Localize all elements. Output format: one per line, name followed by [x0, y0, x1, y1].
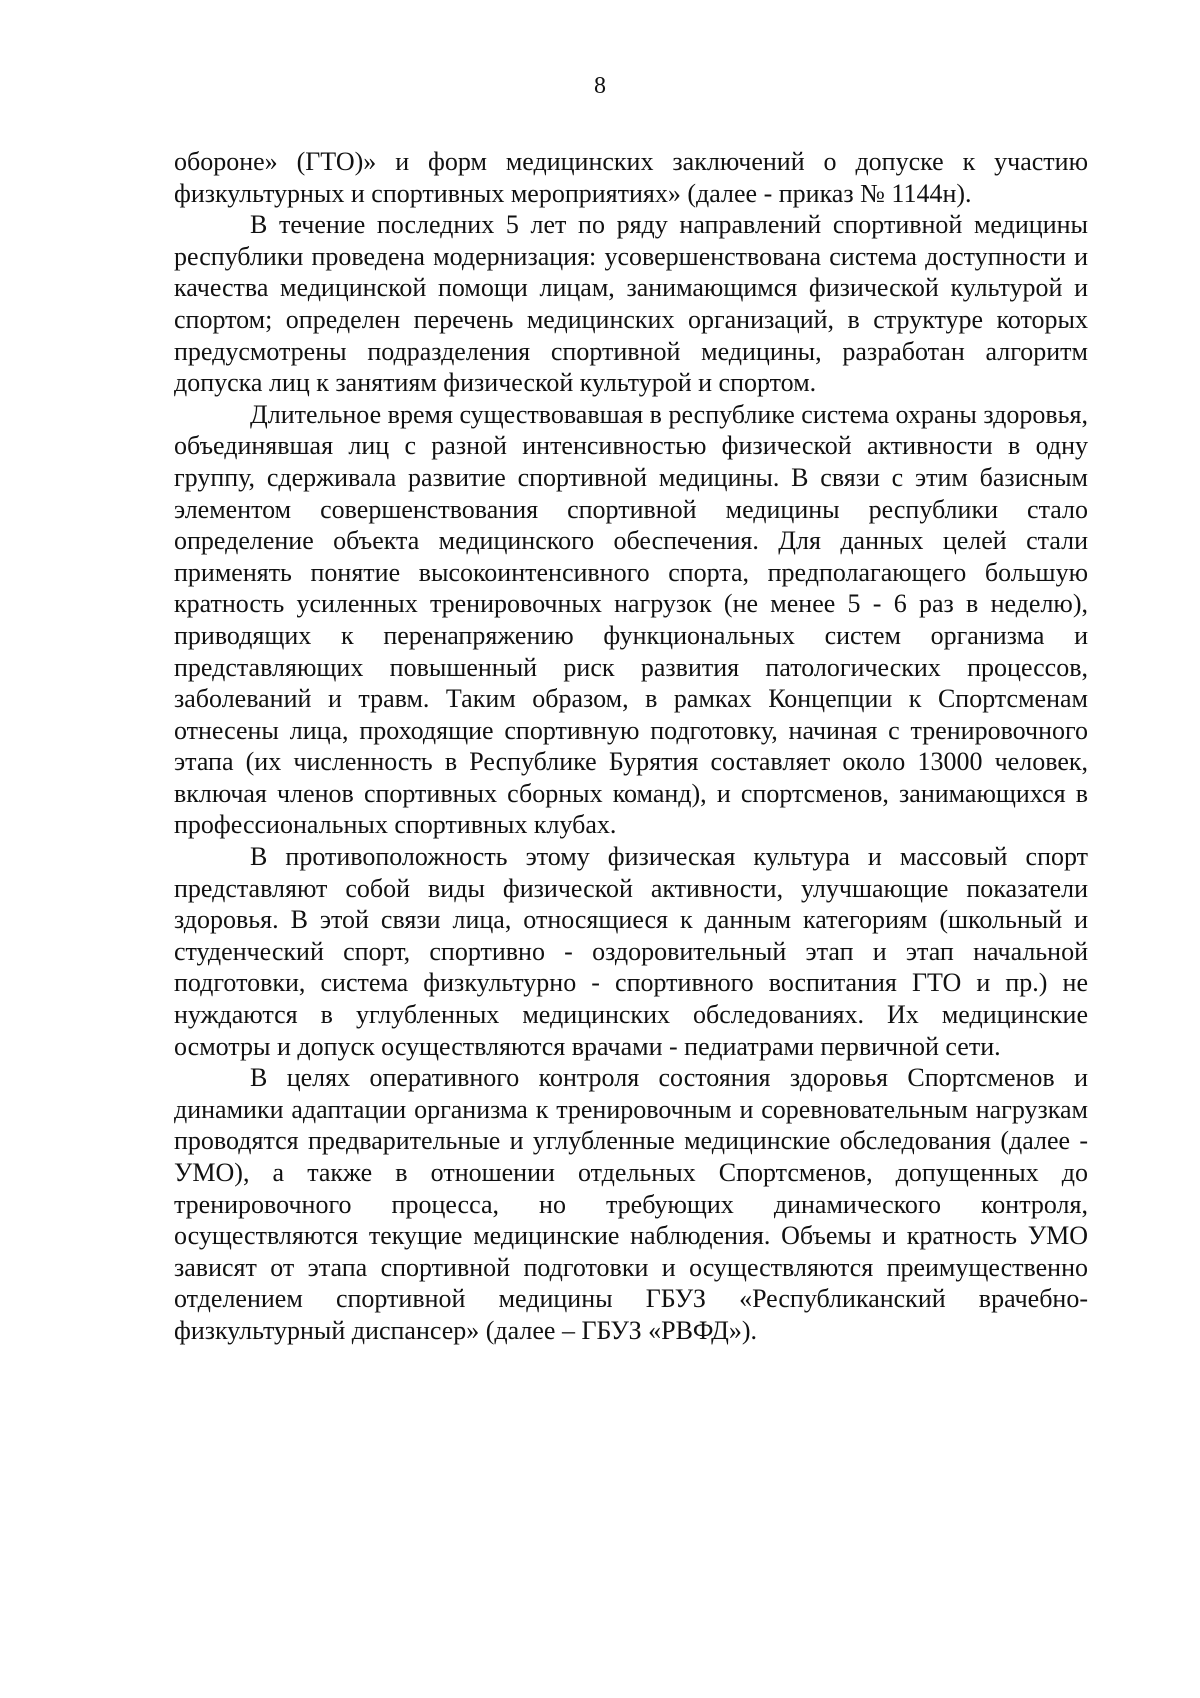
page-number: 8 [594, 73, 606, 99]
paragraph-modernization: В течение последних 5 лет по ряду направлений спортивной медицины республики проведена модернизация: усовершенствована система доступности и качества медицинской помощи лицам, занимающимся физической культурой и спортом; определен перечень медицинских организаций, в структуре которых предусмотрены подразделения спортивной медицины, разработан алгоритм допуска лиц к занятиям физической культурой и спортом. [174, 210, 1088, 398]
paragraph-continuation: обороне» (ГТО)» и форм медицинских заключений о допуске к участию физкультурных и спортивных мероприятиях» (далее - приказ № 1144н). [174, 147, 1088, 208]
paragraph-high-intensity-sport: Длительное время существовавшая в республике система охраны здоровья, объединявшая лиц с разной интенсивностью физической активности в одну группу, сдерживала развитие спортивной медицины. В связи с этим базисным элементом совершенствования спортивной медицины республики стало определение объекта медицинского обеспечения. Для данных целей стали применять понятие высокоинтенсивного спорта, предполагающего большую кратность усиленных тренировочных нагрузок (не менее 5 - 6 раз в неделю), приводящих к перенапряжению функциональных систем организма и представляющих повышенный риск развития патологических процессов, заболеваний и травм. Таким образом, в рамках Концепции к Спортсменам отнесены лица, проходящие спортивную подготовку, начиная с тренировочного этапа (их численность в Республике Бурятия составляет около 13000 человек, включая членов спортивных сборных команд), и спортсменов, занимающихся в профессиональных спортивных клубах. [174, 399, 1088, 840]
document-body [174, 146, 1088, 1347]
paragraph-medical-examinations: В целях оперативного контроля состояния здоровья Спортсменов и динамики адаптации организма к тренировочным и соревновательным нагрузкам проводятся предварительные и углубленные медицинские обследования (далее - УМО), а также в отношении отдельных Спортсменов, допущенных до тренировочного процесса, но требующих динамического контроля, осуществляются текущие медицинские наблюдения. Объемы и кратность УМО зависят от этапа спортивной подготовки и осуществляются преимущественно отделением спортивной медицины ГБУЗ «Республиканский врачебно-физкультурный диспансер» (далее – ГБУЗ «РВФД»). [174, 1063, 1088, 1345]
paragraph-mass-sport: В противоположность этому физическая культура и массовый спорт представляют собой виды физической активности, улучшающие показатели здоровья. В этой связи лица, относящиеся к данным категориям (школьный и студенческий спорт, спортивно - оздоровительный этап и этап начальной подготовки, система физкультурно - спортивного воспитания ГТО и пр.) не нуждаются в углубленных медицинских обследованиях. Их медицинские осмотры и допуск осуществляются врачами - педиатрами первичной сети. [174, 842, 1088, 1061]
